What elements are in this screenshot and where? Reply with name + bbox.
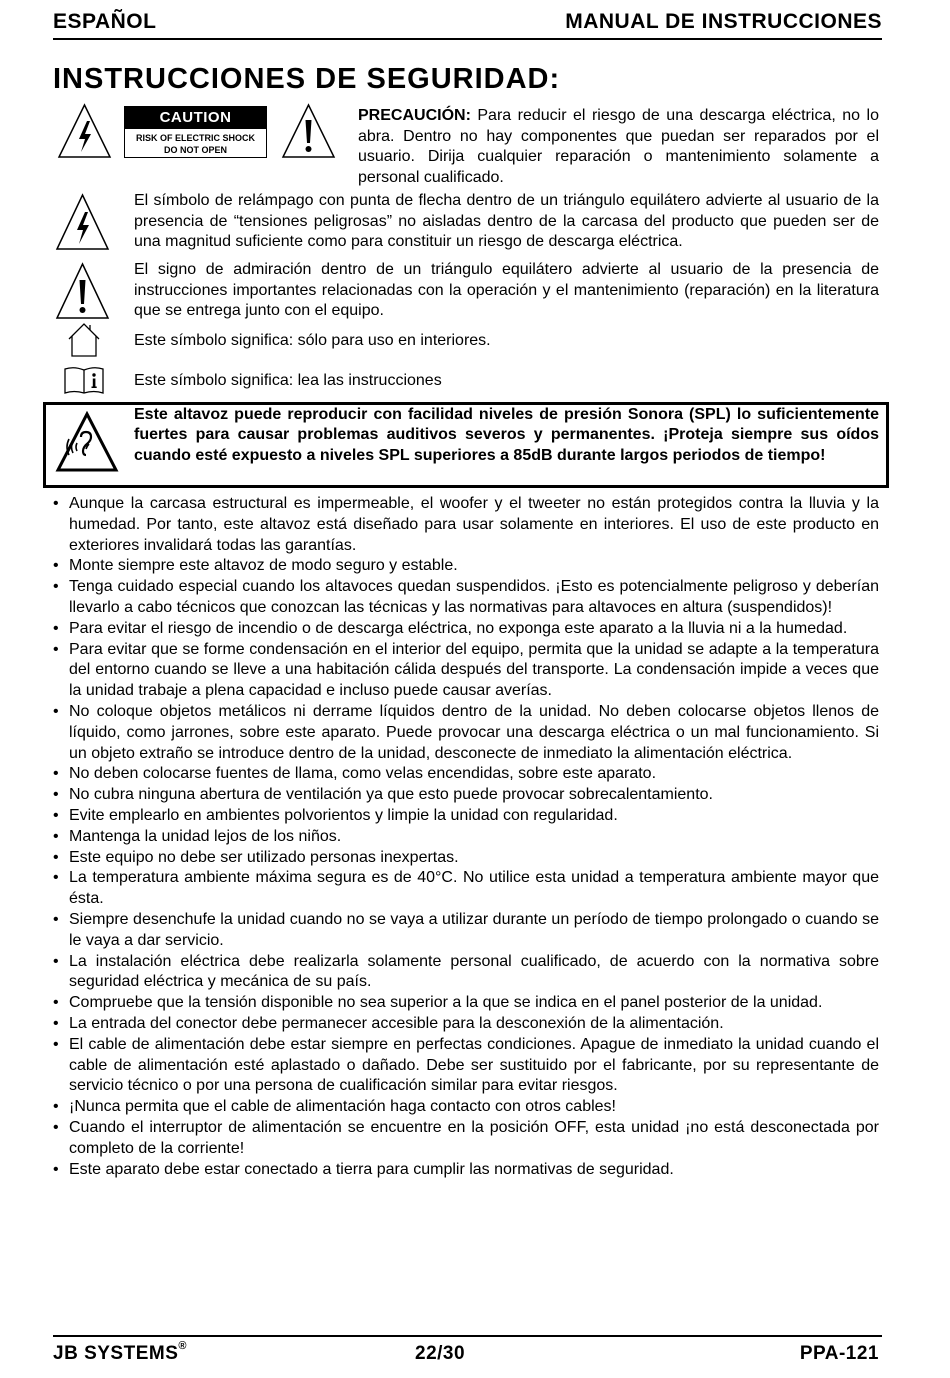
page-footer: [53, 1340, 879, 1369]
lightning-triangle-icon: [57, 103, 112, 159]
list-item: • No deben colocarse fuentes de llama, como velas encendidas, sobre este aparato.: [53, 764, 879, 785]
list-item: • Mantenga la unidad lejos de los niños.: [53, 827, 879, 848]
caution-label-line1: RISK OF ELECTRIC SHOCK: [135, 133, 255, 143]
footer-divider: [53, 1335, 882, 1337]
list-item: • La instalación eléctrica debe realizarla solamente personal cualificado, de acuerdo con la normativa sobre seguridad eléctrica y mecánica de su país.: [53, 952, 879, 994]
safety-list: [53, 494, 879, 1180]
book-info-icon: [63, 365, 105, 395]
precaution-paragraph: [358, 106, 879, 188]
list-item: • Compruebe que la tensión disponible no sea superior a la que se indica en el panel posterior de la unidad.: [53, 993, 879, 1014]
list-item: • ¡Nunca permita que el cable de alimentación haga contacto con otros cables!: [53, 1097, 879, 1118]
list-item: • Siempre desenchufe la unidad cuando no se vaya a utilizar durante un período de tiempo prolongado o cuando se le vaya a dar servicio.: [53, 910, 879, 952]
manual-symbol-description: Este símbolo significa: lea las instrucciones: [134, 372, 442, 389]
house-icon: [67, 322, 101, 358]
list-item: • El cable de alimentación debe estar siempre en perfectas condiciones. Apague de inmediato la unidad cuando el cable de alimentación esté aplastado o dañado. Debe ser sustituido por el fabricante, por su representante de servicio técnico o por una persona de cualificación similar para evitar riesgos.: [53, 1035, 879, 1097]
caution-label: [124, 106, 267, 158]
lightning-triangle-icon: [55, 193, 110, 251]
header-manual-title: MANUAL DE INSTRUCCIONES: [565, 10, 882, 33]
footer-model: PPA-121: [799, 1343, 879, 1364]
list-item: • Para evitar que se forme condensación en el interior del equipo, permita que la unidad se adapte a la temperatura del entorno cuando se lleve a una habitación cálida después del transporte. La condensación impide a veces que la unidad trabaje a plena capacidad e incluso puede causar averías.: [53, 640, 879, 702]
page-number: 22/30: [415, 1343, 466, 1364]
list-item: • Este equipo no debe ser utilizado personas inexpertas.: [53, 848, 879, 869]
lightning-symbol-description: El símbolo de relámpago con punta de flecha dentro de un triángulo equilátero advierte al usuario de la presencia de “tensiones peligrosas” no aisladas dentro de la carcasa del producto que pueden ser de una magnitud suficiente como para constituir un riesgo de descarga eléctrica.: [134, 192, 879, 251]
list-item: • No cubra ninguna abertura de ventilación ya que esto puede provocar sobrecalentamiento.: [53, 785, 879, 806]
header-language: ESPAÑOL: [53, 10, 157, 33]
list-item: • Monte siempre este altavoz de modo seguro y estable.: [53, 556, 879, 577]
precaution-text: Para reducir el riesgo de una descarga eléctrica, no lo abra. Dentro no hay componentes que puedan ser reparados por el usuario. Dirija cualquier reparación o mantenimiento solamente a personal cualificado.: [358, 107, 879, 186]
registered-mark: ®: [178, 1340, 187, 1352]
indoor-symbol-description: Este símbolo significa: sólo para uso en interiores.: [134, 332, 491, 349]
page-title: INSTRUCCIONES DE SEGURIDAD:: [53, 63, 561, 95]
caution-label-title: CAUTION: [125, 107, 266, 129]
caution-label-line2: DO NOT OPEN: [163, 145, 227, 155]
hearing-warning-icon: [55, 411, 119, 473]
list-item: • La entrada del conector debe permanecer accesible para la desconexión de la alimentación.: [53, 1014, 879, 1035]
list-item: • Este aparato debe estar conectado a tierra para cumplir las normativas de seguridad.: [53, 1160, 879, 1181]
list-item: • Cuando el interruptor de alimentación se encuentre en la posición OFF, esta unidad ¡no está desconectada por completo de la corriente!: [53, 1118, 879, 1160]
spl-warning-text: Este altavoz puede reproducir con facilidad niveles de presión Sonora (SPL) lo suficientemente fuertes para causar problemas auditivos severos y permanentes. ¡Proteja siempre sus oídos cuando esté expuesto a niveles SPL superiores a 85dB durante largos periodos de tiempo!: [134, 406, 879, 464]
list-item: • No coloque objetos metálicos ni derrame líquidos dentro de la unidad. No deben colocarse objetos llenos de líquido, como jarrones, sobre este aparato. Puede provocar una descarga eléctrica o un mal funcionamiento. Si un objeto extraño se introduce dentro de la unidad, desconecte de inmediato la alimentación eléctrica.: [53, 702, 879, 764]
exclamation-triangle-icon: [55, 262, 110, 320]
list-item: • Tenga cuidado especial cuando los altavoces quedan suspendidos. ¡Esto es potencialmente peligroso y deberían llevarlo a cabo técnicos que conozcan las técnicas y las normativas para altavoces en altura (suspendidos)!: [53, 577, 879, 619]
list-item: • Aunque la carcasa estructural es impermeable, el woofer y el tweeter no están protegidos contra la lluvia y la humedad. Por tanto, este altavoz está diseñado para usar solamente en interiores. El uso de este producto en exteriores invalidará todas las garantías.: [53, 494, 879, 556]
list-item: • Para evitar el riesgo de incendio o de descarga eléctrica, no exponga este aparato a la lluvia ni a la humedad.: [53, 619, 879, 640]
footer-brand-wrap: [53, 1340, 187, 1365]
precaution-label: PRECAUCIÓN:: [358, 107, 471, 124]
header-divider: [53, 38, 882, 40]
page-header: [53, 10, 882, 38]
list-item: • Evite emplearlo en ambientes polvorientos y limpie la unidad con regularidad.: [53, 806, 879, 827]
footer-brand: JB SYSTEMS: [53, 1343, 179, 1364]
exclamation-symbol-description: El signo de admiración dentro de un triángulo equilátero advierte al usuario de la presencia de instrucciones importantes relacionadas con la operación y el mantenimiento (reparación) en la literatura que se entrega junto con el equipo.: [134, 261, 879, 320]
exclamation-triangle-icon: [281, 103, 336, 159]
list-item: • La temperatura ambiente máxima segura es de 40°C. No utilice esta unidad a temperatura ambiente mayor que ésta.: [53, 868, 879, 910]
